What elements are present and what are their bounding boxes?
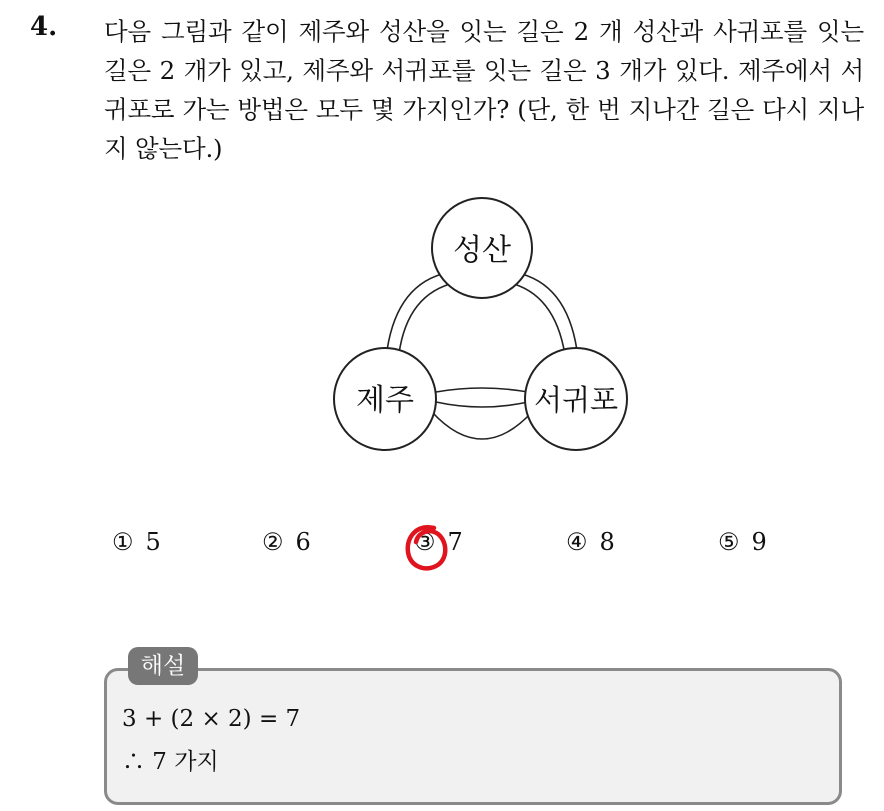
solution-conclusion: ∴ 7 가지 [122, 749, 219, 775]
route-diagram [300, 188, 640, 458]
question-number: 4. [30, 12, 58, 42]
solution-box [104, 668, 842, 805]
node-seogwipo-label: 서귀포 [533, 383, 619, 417]
choice-3-value: 7 [447, 528, 463, 556]
choice-2-value: 6 [295, 528, 311, 556]
node-jeju-label: 제주 [356, 383, 414, 418]
choice-5-number: ⑤ [718, 528, 740, 556]
choice-4-value: 8 [599, 528, 615, 556]
choice-1[interactable] [112, 528, 161, 556]
road-jeju-seogwipo [432, 388, 532, 439]
choice-1-value: 5 [145, 528, 161, 556]
choice-5[interactable] [718, 528, 767, 556]
choice-4-number: ④ [566, 528, 588, 556]
choice-2[interactable] [262, 528, 311, 556]
node-seongsan-label: 성산 [453, 233, 511, 268]
solution-equation: 3 + (2 × 2) = 7 [122, 706, 301, 732]
choice-4[interactable] [566, 528, 615, 556]
answer-circle-mark [404, 522, 452, 576]
solution-tag: 해설 [128, 647, 198, 685]
choice-3-number: ③ [414, 528, 436, 556]
question-text: 다음 그림과 같이 제주와 성산을 잇는 길은 2 개 성산과 사귀포를 잇는 길은 2 개가 있고, 제주와 서귀포를 잇는 길은 3 개가 있다. 제주에서 서귀포로 가는 방법은 모두 몇 가지인가? (단, 한 번 지나간 길은 다시 지나지 않는다.) [104, 17, 864, 163]
choice-1-number: ① [112, 528, 134, 556]
choice-5-value: 9 [751, 528, 767, 556]
choice-2-number: ② [262, 528, 284, 556]
